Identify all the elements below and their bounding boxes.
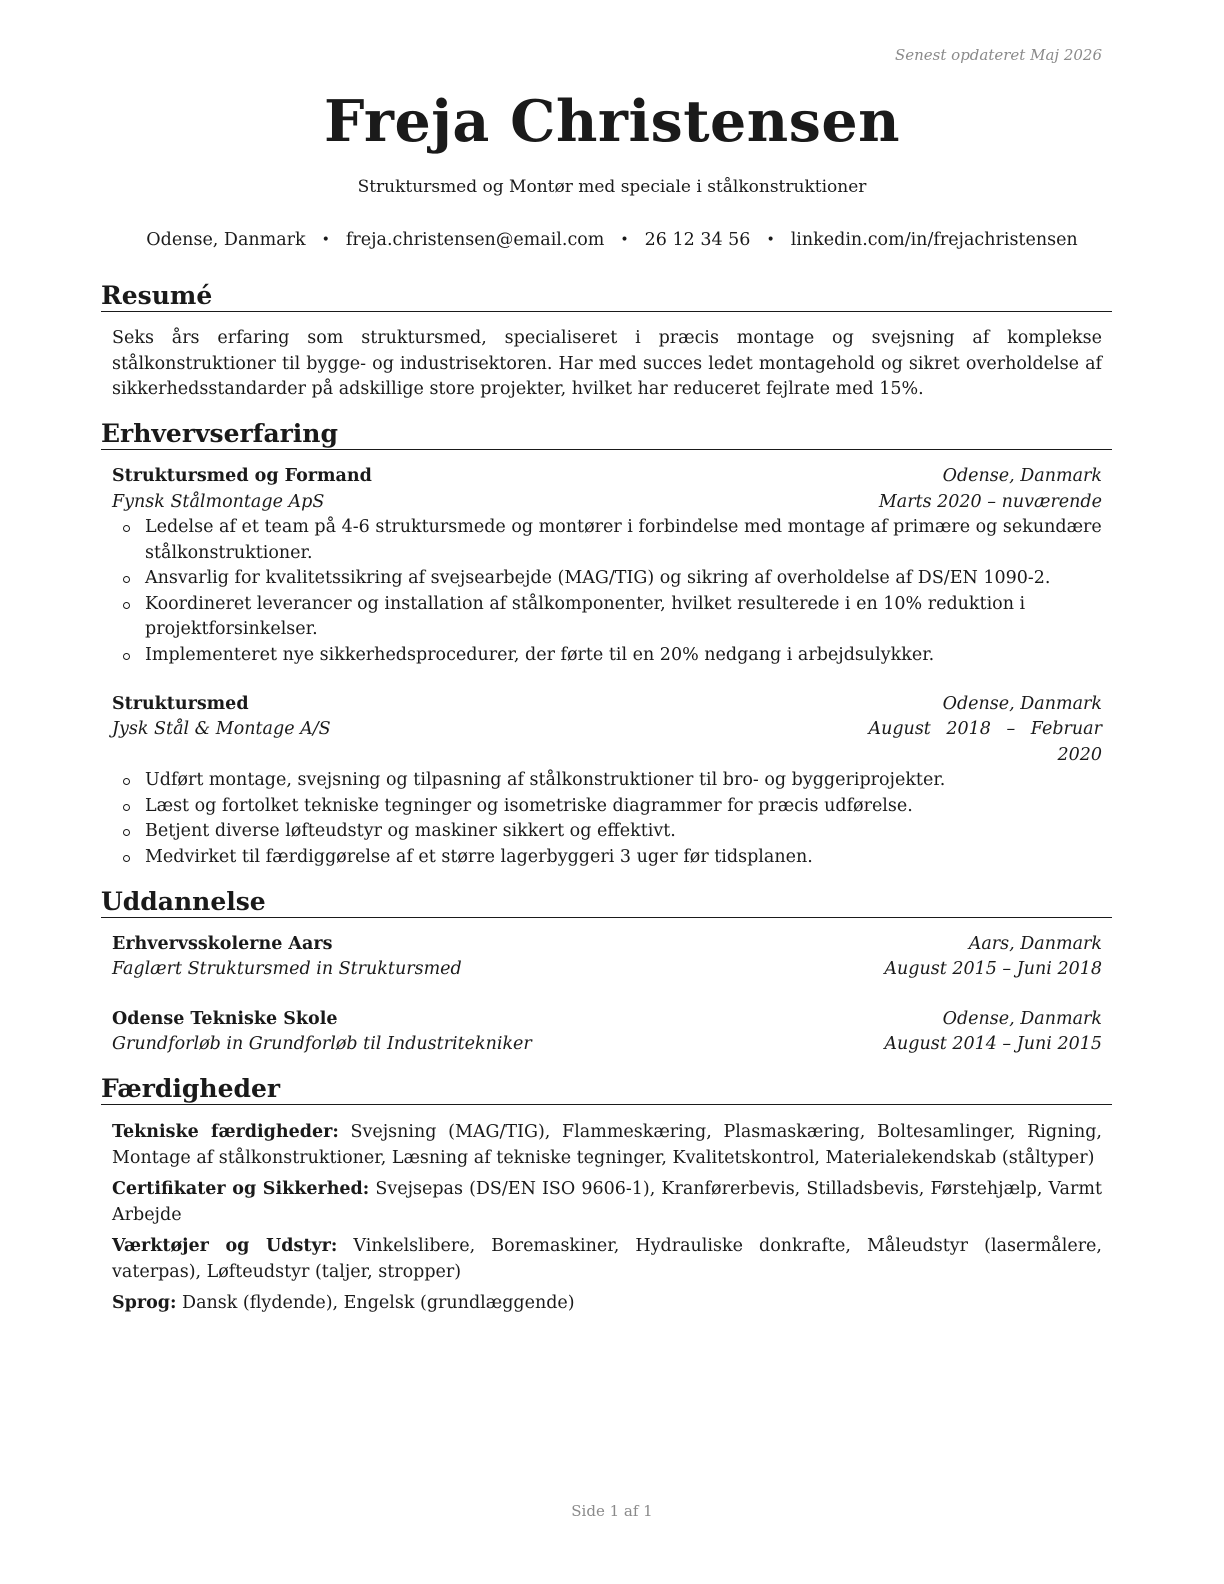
job-header (112, 464, 1102, 490)
education-subheader (112, 1032, 1102, 1058)
education-subheader (112, 957, 1102, 983)
job-company: Fynsk Stålmontage ApS (112, 492, 325, 512)
skill-text: Dansk (flydende), Engelsk (grundlæggende) (182, 1293, 575, 1313)
school-name: Odense Tekniske Skole (112, 1009, 338, 1029)
degree: Faglært Struktursmed in Struktursmed (112, 959, 462, 979)
list-item: Ledelse af et team på 4-6 struktursmede og montører i forbindelse med montage af primære og sekundære stålkonstruktioner. (112, 515, 1102, 566)
job-header (112, 692, 1102, 718)
education-header (112, 932, 1102, 958)
contact-separator: • (766, 232, 775, 248)
contact-email[interactable]: freja.christensen@email.com (345, 230, 605, 250)
list-item: Ansvarlig for kvalitetssikring af svejsearbejde (MAG/TIG) og sikring af overholdelse af DS/EN 1090-2. (112, 566, 1102, 592)
job-subheader (112, 490, 1102, 516)
summary-text: Seks års erfaring som struktursmed, specialiseret i præcis montage og svejsning af komplekse stålkonstruktioner til bygge- og industrisektoren. Har med succes ledet montagehold og sikret overholdelse af sikkerhedsstandarder på adskillige store projekter, hvilket har reduceret fejlrate med 15%. (112, 328, 1102, 399)
section-title-experience: Erhvervserfaring (101, 419, 1112, 450)
skill-text: Svejsepas (DS/EN ISO 9606-1), Kranførerbevis, Stilladsbevis, Førstehjælp, Varmt Arbejde (112, 1179, 1102, 1225)
contact-phone[interactable]: 26 12 34 56 (644, 230, 751, 250)
headline: Struktursmed og Montør med speciale i stålkonstruktioner (357, 177, 867, 197)
list-item: Implementeret nye sikkerhedsprocedurer, der førte til en 20% nedgang i arbejdsulykker. (112, 643, 1102, 669)
skill-group (112, 1291, 1102, 1317)
skill-text: Vinkelslibere, Boremaskiner, Hydrauliske donkrafte, Måleudstyr (lasermålere, vaterpas), Løfteudstyr (taljer, stropper) (112, 1236, 1102, 1282)
job-title: Struktursmed (112, 694, 249, 714)
page-number: Side 1 af 1 (571, 1502, 653, 1520)
contact-linkedin[interactable]: linkedin.com/in/frejachristensen (790, 230, 1078, 250)
school-location: Aars, Danmark (968, 934, 1102, 954)
section-title-skills: Færdigheder (101, 1074, 1112, 1105)
contact-separator: • (321, 232, 330, 248)
skill-label: Certifikater og Sikkerhed: (112, 1179, 370, 1199)
education-header (112, 1007, 1102, 1033)
contact-line (0, 228, 1224, 253)
degree: Grundforløb in Grundforløb til Industritekniker (112, 1034, 532, 1054)
section-title-summary: Resumé (101, 281, 1112, 312)
list-item: Koordineret leverancer og installation af stålkomponenter, hvilket resulterede i en 10% reduktion i projektforsinkelser. (112, 592, 1102, 643)
skill-label: Sprog: (112, 1293, 177, 1313)
section-title-education: Uddannelse (101, 887, 1112, 918)
job-subheader (112, 717, 1102, 743)
job-title: Struktursmed og Formand (112, 466, 372, 486)
job-dates: August 2018 – Februar (868, 719, 1102, 739)
school-location: Odense, Danmark (942, 1009, 1102, 1029)
skill-label: Tekniske færdigheder: (112, 1122, 339, 1142)
list-item: Medvirket til færdiggørelse af et større lagerbyggeri 3 uger før tidsplanen. (112, 845, 1102, 871)
skill-group (112, 1177, 1102, 1228)
last-updated: Senest opdateret Maj 2026 (894, 46, 1102, 64)
job-location: Odense, Danmark (942, 466, 1102, 486)
job-company: Jysk Stål & Montage A/S (112, 719, 331, 739)
education-dates: August 2015 – Juni 2018 (884, 959, 1102, 979)
school-name: Erhvervsskolerne Aars (112, 934, 333, 954)
education-dates: August 2014 – Juni 2015 (884, 1034, 1102, 1054)
job-dates: Marts 2020 – nuværende (878, 492, 1102, 512)
job-bullets (112, 768, 1102, 870)
job-location: Odense, Danmark (942, 694, 1102, 714)
contact-separator: • (620, 232, 629, 248)
list-item: Udført montage, svejsning og tilpasning af stålkonstruktioner til bro- og byggeriprojekter. (112, 768, 1102, 794)
contact-location: Odense, Danmark (146, 230, 306, 250)
job-dates-year: 2020 (1057, 745, 1102, 765)
job-dates-continued (112, 743, 1102, 769)
candidate-name: Freja Christensen (323, 88, 901, 155)
skill-text: Svejsning (MAG/TIG), Flammeskæring, Plasmaskæring, Boltesamlinger, Rigning, Montage af stålkonstruktioner, Læsning af tekniske tegninger, Kvalitetskontrol, Materialekendskab (ståltyper) (112, 1122, 1102, 1168)
skill-group (112, 1234, 1102, 1285)
skill-group (112, 1120, 1102, 1171)
skill-label: Værktøjer og Udstyr: (112, 1236, 338, 1256)
list-item: Betjent diverse løfteudstyr og maskiner sikkert og effektivt. (112, 819, 1102, 845)
list-item: Læst og fortolket tekniske tegninger og isometriske diagrammer for præcis udførelse. (112, 794, 1102, 820)
job-bullets (112, 515, 1102, 668)
